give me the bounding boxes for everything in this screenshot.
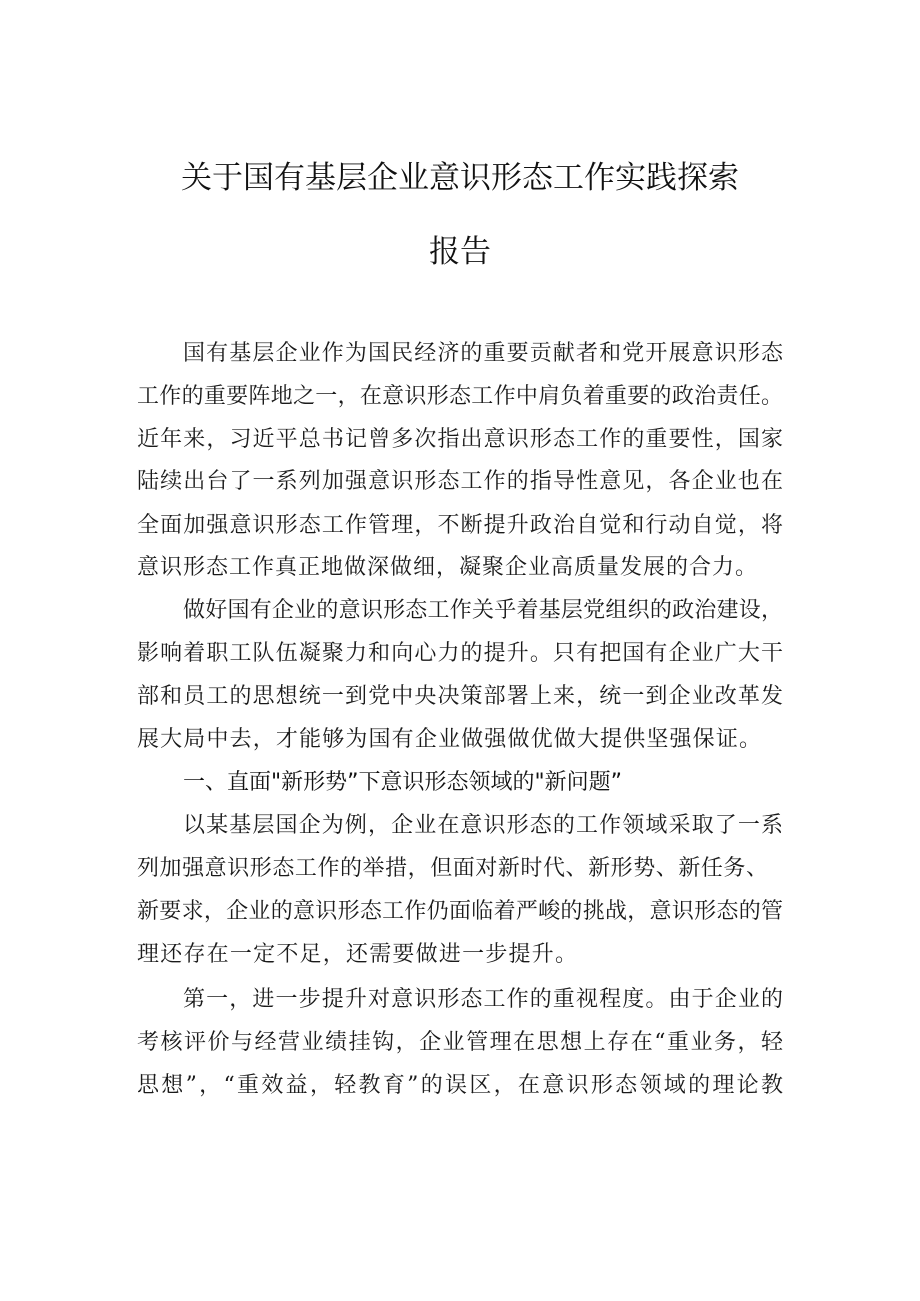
paragraph-line: 以某基层国企为例，企业在意识形态的工作领域采取了一系 bbox=[183, 813, 783, 838]
paragraph-line: 陆续出台了一系列加强意识形态工作的指导性意见，各企业也在 bbox=[137, 469, 783, 494]
paragraph-line: 新要求，企业的意识形态工作仍面临着严峻的挑战，意识形态的管 bbox=[137, 899, 783, 924]
paragraph-line: 列加强意识形态工作的举措，但面对新时代、新形势、新任务、 bbox=[137, 856, 768, 881]
paragraph-line: 思想”，“重效益，轻教育”的误区，在意识形态领域的理论教 bbox=[137, 1073, 783, 1098]
paragraph-line: 展大局中去，才能够为国有企业做强做优做大提供坚强保证。 bbox=[137, 727, 761, 752]
document-title-line-2: 报告 bbox=[429, 234, 491, 270]
paragraph-line: 做好国有企业的意识形态工作关乎着基层党组织的政治建设， bbox=[183, 598, 783, 623]
paragraph-line: 第一，进一步提升对意识形态工作的重视程度。由于企业的 bbox=[183, 987, 783, 1012]
paragraph-line: 近年来，习近平总书记曾多次指出意识形态工作的重要性，国家 bbox=[137, 427, 783, 452]
paragraph-line: 考核评价与经营业绩挂钩，企业管理在思想上存在“重业务，轻 bbox=[137, 1030, 783, 1055]
paragraph-line: 国有基层企业作为国民经济的重要贡献者和党开展意识形态 bbox=[183, 341, 783, 366]
paragraph-line: 理还存在一定不足，还需要做进一步提升。 bbox=[137, 942, 577, 967]
section-heading: 一、直面"新形势”下意识形态领域的"新问题” bbox=[183, 770, 623, 795]
paragraph-line: 影响着职工队伍凝聚力和向心力的提升。只有把国有企业广大干 bbox=[137, 641, 783, 666]
paragraph-line: 工作的重要阵地之一，在意识形态工作中肩负着重要的政治责任。 bbox=[137, 384, 783, 409]
paragraph-line: 全面加强意识形态工作管理，不断提升政治自觉和行动自觉，将 bbox=[137, 513, 783, 538]
document-title-line-1: 关于国有基层企业意识形态工作实践探索 bbox=[181, 160, 739, 196]
paragraph-line: 部和员工的思想统一到党中央决策部署上来，统一到企业改革发 bbox=[137, 684, 783, 709]
paragraph-line: 意识形态工作真正地做深做细，凝聚企业高质量发展的合力。 bbox=[137, 555, 757, 580]
